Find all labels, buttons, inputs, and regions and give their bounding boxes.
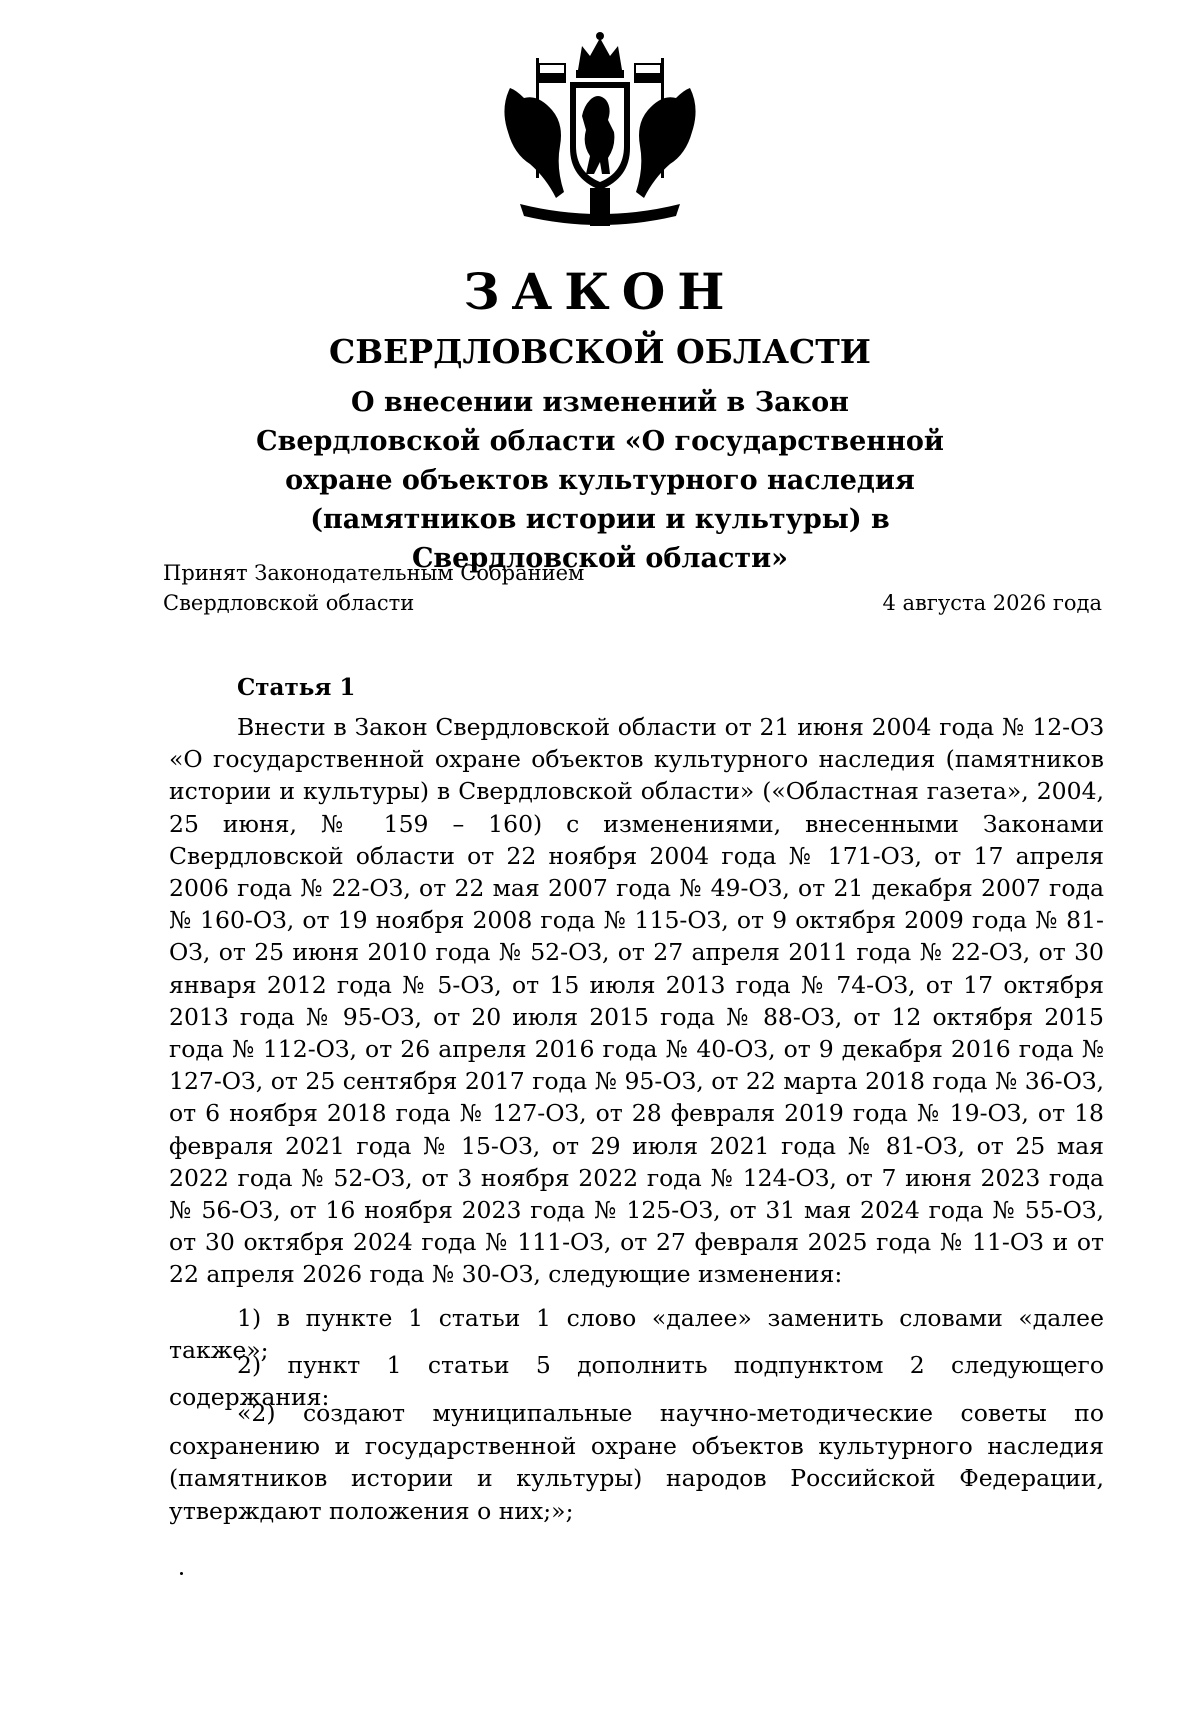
law-subject-title: О внесении изменений в Закон Свердловской области «О государственной охране объектов культурного наследия (памятников истории и культуры) в Свердловской области» bbox=[256, 387, 944, 574]
adoption-line-1: Принят Законодательным Собранием bbox=[163, 561, 585, 585]
adoption-authority bbox=[163, 558, 584, 618]
adoption-date: 4 августа 2026 года bbox=[882, 591, 1102, 615]
adoption-line-2: Свердловской области bbox=[163, 591, 415, 615]
region-title: СВЕРДЛОВСКОЙ ОБЛАСТИ bbox=[329, 332, 871, 371]
coat-of-arms-icon bbox=[490, 28, 710, 238]
article-heading: Статья 1 bbox=[237, 674, 356, 701]
article-intro-paragraph: Внести в Закон Свердловской области от 21 июня 2004 года № 12-ОЗ «О государственной охране объектов культурного наследия (памятников истории и культуры) в Свердловской области» («Областная газета», 2004, 25 июня, № 159 – 160) с изменениями, внесенными Законами Свердловской области от 22 ноября 2004 года № 171-ОЗ, от 17 апреля 2006 года № 22-ОЗ, от 22 мая 2007 года № 49-ОЗ, от 21 декабря 2007 года № 160-ОЗ, от 19 ноября 2008 года № 115-ОЗ, от 9 октября 2009 года № 81-ОЗ, от 25 июня 2010 года № 52-ОЗ, от 27 апреля 2011 года № 22-ОЗ, от 30 января 2012 года № 5-ОЗ, от 15 июля 2013 года № 74-ОЗ, от 17 октября 2013 года № 95-ОЗ, от 20 июля 2015 года № 88-ОЗ, от 12 октября 2015 года № 112-ОЗ, от 26 апреля 2016 года № 40-ОЗ, от 9 декабря 2016 года № 127-ОЗ, от 25 сентября 2017 года № 95-ОЗ, от 22 марта 2018 года № 36-ОЗ, от 6 ноября 2018 года № 127-ОЗ, от 28 февраля 2019 года № 19-ОЗ, от 18 февраля 2021 года № 15-ОЗ, от 29 июля 2021 года № 81-ОЗ, от 25 мая 2022 года № 52-ОЗ, от 3 ноября 2022 года № 124-ОЗ, от 7 июня 2023 года № 56-ОЗ, от 16 ноября 2023 года № 125-ОЗ, от 31 мая 2024 года № 55-ОЗ, от 30 октября 2024 года № 111-ОЗ, от 27 февраля 2025 года № 11-ОЗ и от 22 апреля 2026 года № 30-ОЗ, следующие изменения: bbox=[169, 713, 1104, 1289]
document-type-title: ЗАКОН bbox=[463, 262, 737, 321]
amendment-quote: «2) создают муниципальные научно-методические советы по сохранению и государственной охране объектов культурного наследия (памятников истории и культуры) народов Российской Федерации, утверждают положения о них;»; bbox=[169, 1399, 1104, 1525]
scan-speck bbox=[180, 1572, 183, 1575]
amendment-item-1: 1) в пункте 1 статьи 1 слово «далее» заменить словами «далее также»; bbox=[169, 1304, 1104, 1364]
amendment-item-2: 2) пункт 1 статьи 5 дополнить подпунктом 2 следующего содержания: bbox=[169, 1351, 1104, 1411]
